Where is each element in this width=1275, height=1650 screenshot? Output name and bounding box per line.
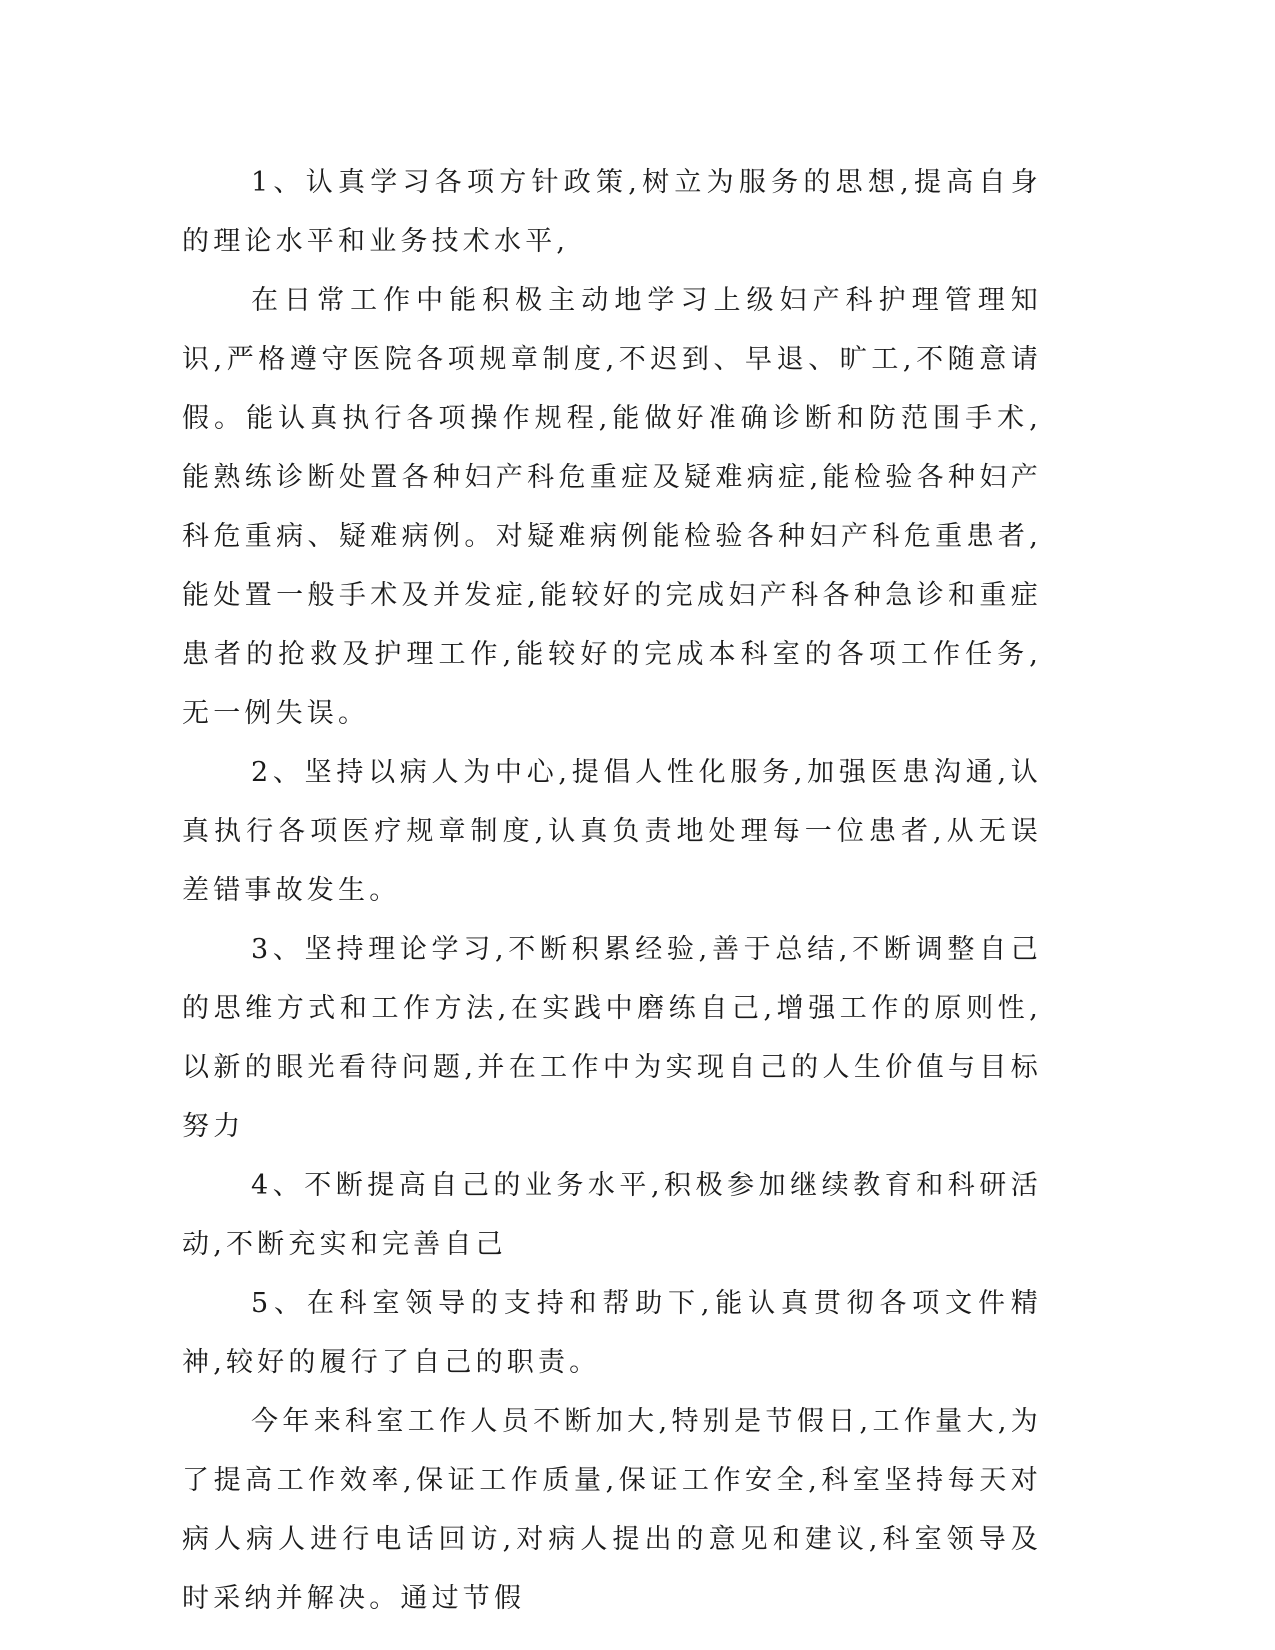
- paragraph-item-5: 5、在科室领导的支持和帮助下,能认真贯彻各项文件精神,较好的履行了自己的职责。: [182, 1288, 1042, 1378]
- paragraph-daily-work: 在日常工作中能积极主动地学习上级妇产科护理管理知识,严格遵守医院各项规章制度,不迟到、早退、旷工,不随意请假。能认真执行各项操作规程,能做好准确诊断和防范围手术,能熟练诊断处置各种妇产科危重症及疑难病症,能检验各种妇产科危重病、疑难病例。对疑难病例能检验各种妇产科危重患者,能处置一般手术及并发症,能较好的完成妇产科各种急诊和重症患者的抢救及护理工作,能较好的完成本科室的各项工作任务,无一例失误。: [182, 285, 1042, 729]
- paragraph-item-4: 4、不断提高自己的业务水平,积极参加继续教育和科研活动,不断充实和完善自己: [182, 1170, 1042, 1260]
- document-body: [182, 153, 1042, 1628]
- paragraph-this-year: 今年来科室工作人员不断加大,特别是节假日,工作量大,为了提高工作效率,保证工作质量,保证工作安全,科室坚持每天对病人病人进行电话回访,对病人提出的意见和建议,科室领导及时采纳并解决。通过节假: [182, 1406, 1042, 1614]
- paragraph-item-3: 3、坚持理论学习,不断积累经验,善于总结,不断调整自己的思维方式和工作方法,在实践中磨练自己,增强工作的原则性,以新的眼光看待问题,并在工作中为实现自己的人生价值与目标努力: [182, 934, 1042, 1142]
- paragraph-item-1: 1、认真学习各项方针政策,树立为服务的思想,提高自身的理论水平和业务技术水平,: [182, 167, 1042, 257]
- paragraph-item-2: 2、坚持以病人为中心,提倡人性化服务,加强医患沟通,认真执行各项医疗规章制度,认真负责地处理每一位患者,从无误差错事故发生。: [182, 757, 1042, 906]
